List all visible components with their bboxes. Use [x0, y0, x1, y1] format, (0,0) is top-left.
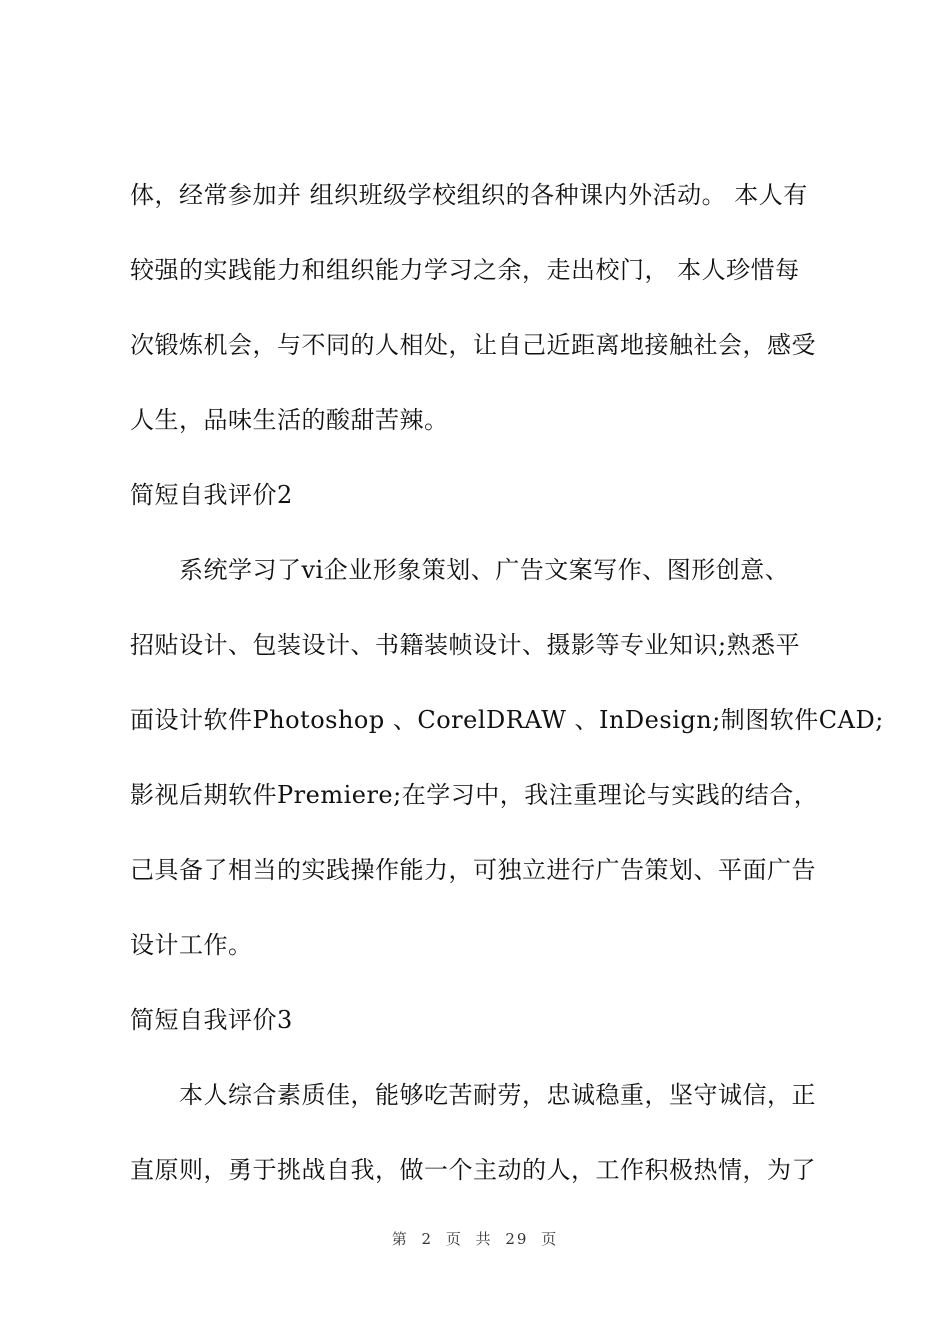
- paragraph-3-line-1: 本人综合素质佳，能够吃苦耐劳，忠诚稳重，坚守诚信，正: [130, 1081, 816, 1109]
- paragraph-1-line-4: 人生，品味生活的酸甜苦辣。: [130, 406, 449, 434]
- paragraph-2-line-1: 系统学习了vi企业形象策划、广告文案写作、图形创意、: [130, 556, 790, 584]
- heading-self-evaluation-3: 简短自我评价3: [130, 1006, 293, 1034]
- paragraph-2-line-5: 己具备了相当的实践操作能力，可独立进行广告策划、平面广告: [130, 856, 816, 884]
- paragraph-3-line-2: 直原则，勇于挑战自我，做一个主动的人，工作积极热情，为了: [130, 1156, 816, 1184]
- paragraph-2-line-3: 面设计软件Photoshop 、CorelDRAW 、InDesign;制图软件CAD;: [130, 706, 884, 734]
- paragraph-1-line-3: 次锻炼机会，与不同的人相处，让自己近距离地接触社会，感受: [130, 331, 816, 359]
- page-indicator: 第 2 页 共 29 页: [391, 1230, 559, 1248]
- paragraph-2-line-6: 设计工作。: [130, 931, 253, 959]
- paragraph-2-line-2: 招贴设计、包装设计、书籍装帧设计、摄影等专业知识;熟悉平: [130, 631, 801, 659]
- paragraph-1-line-1: 体，经常参加并 组织班级学校组织的各种课内外活动。 本人有: [130, 181, 808, 209]
- paragraph-1-line-2: 较强的实践能力和组织能力学习之余，走出校门， 本人珍惜每: [130, 256, 800, 284]
- paragraph-2-line-4: 影视后期软件Premiere;在学习中，我注重理论与实践的结合，: [130, 781, 819, 809]
- heading-self-evaluation-2: 简短自我评价2: [130, 481, 293, 509]
